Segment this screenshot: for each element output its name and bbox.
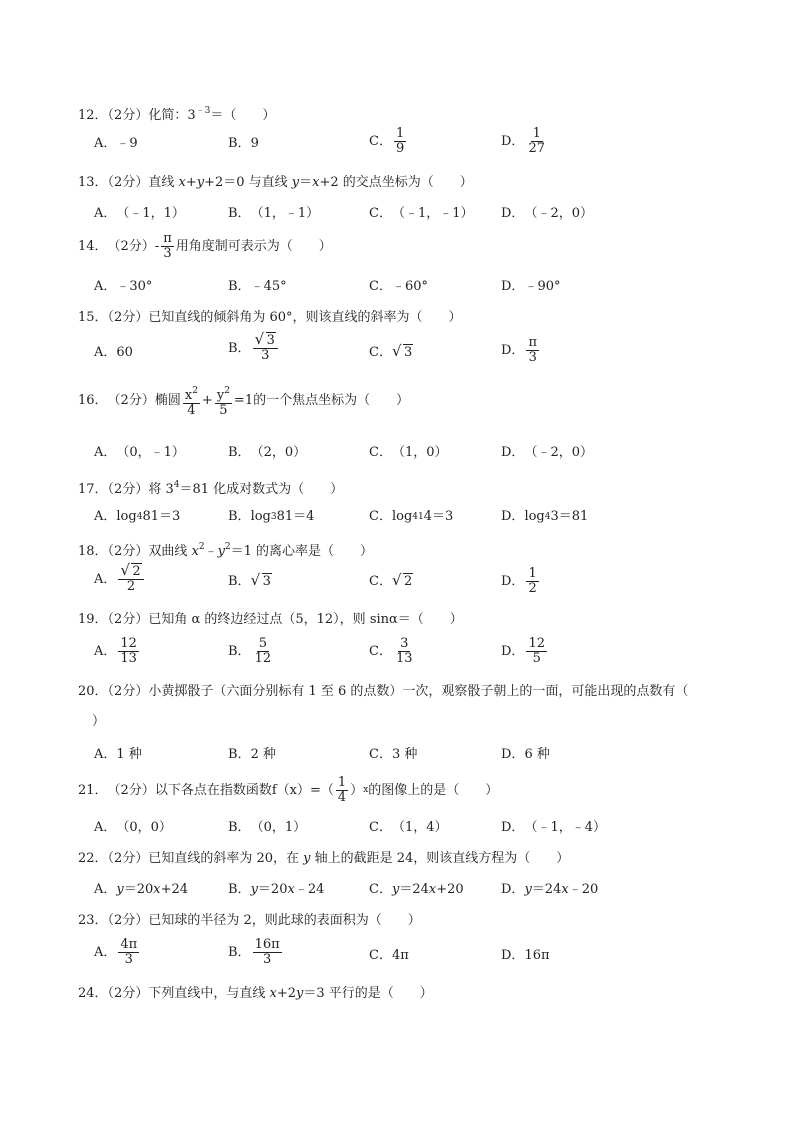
option-b[interactable]: B． （0，1） [228,820,307,835]
option-d[interactable]: D． y ＝24 x ﹣20 [501,882,599,897]
question-number: 18． [78,544,108,559]
option-b[interactable]: B． √ $\frac{3}{3}$ [228,334,280,363]
question-score: （2分） [107,544,149,559]
option-b[interactable]: B． （1，﹣1） [228,206,320,221]
question-18: 18．（2分）双曲线 $x^2﹣y^2=1$ 的离心率是（ ） [78,542,374,559]
fraction: $\frac{5}{12}$ [254,636,272,666]
question-score: （2分） [107,393,155,408]
fraction: $\frac{\pi}{3}$ [528,335,537,365]
question-score: （2分） [107,851,149,866]
fraction: $\frac{12}{5}$ [528,636,545,666]
option-d[interactable]: D． 6 种 [501,747,550,762]
option-d[interactable]: D． log 4 3＝81 [501,509,589,524]
option-c[interactable]: C． （1，4） [369,820,448,835]
question-number: 16． [78,393,108,408]
fraction: $\frac{\pi}{3}$ [163,231,172,261]
question-20: 20．（2分）小黄掷骰子（六面分别标有 1 至 6 的点数）一次，观察骰子朝上的一面，可能出现的点数有（ [78,684,689,699]
option-b[interactable]: B． ﹣45° [228,279,287,294]
fraction: $\frac{4\pi}{3}$ [120,937,138,967]
question-13: 13．（2分）直线 x+y+2＝0 与直线 y＝x+2 的交点坐标为（ ） [78,175,473,190]
fraction: √ $\frac{2}{2}$ [118,565,143,594]
option-a[interactable]: A． ﹣9 [94,134,138,154]
fraction: $\frac{3}{13}$ [395,636,413,666]
question-score: （2分） [107,986,149,1001]
option-b[interactable]: B． log 3 81＝4 [228,509,315,524]
option-b[interactable]: B． 2 种 [228,747,276,762]
option-c[interactable]: C． （﹣1，﹣1） [369,206,474,221]
option-a[interactable]: A． （﹣1，1） [94,206,185,221]
option-c[interactable]: C． ﹣60° [369,279,428,294]
fraction: $\frac{1}{4}$ [337,775,347,805]
option-c[interactable]: C． √ 2 [369,572,413,592]
question-number: 22． [78,851,108,866]
fraction: $\frac{x^2}{4}$ [184,386,198,418]
option-b[interactable]: B． y ＝20 x ﹣24 [228,882,325,897]
option-a[interactable]: A． $\frac{12}{13}$ [94,636,137,666]
option-text: ﹣9 [116,136,138,151]
fraction: $\frac{1}{9}$ [395,126,405,156]
option-b[interactable]: B． √ 3 [228,572,272,592]
sqrt: √ 3 [393,343,413,363]
option-a[interactable]: A． √ $\frac{2}{2}$ [94,565,146,594]
option-d[interactable]: D． 16π [501,948,550,963]
option-d[interactable]: D． ﹣90° [501,279,561,294]
question-stem-end: ＝（ ） [210,108,276,123]
option-b[interactable]: B． $\frac{5}{12}$ [228,636,272,666]
sqrt: √ 3 [252,572,272,592]
question-number: 14． [78,238,108,254]
option-c[interactable]: C． $\frac{1}{9}$ [369,126,405,156]
sqrt: √ 2 [393,572,413,592]
fraction: $\frac{12}{13}$ [120,636,137,666]
question-23: 23．（2分）已知球的半径为 2，则此球的表面积为（ ） [78,913,421,928]
option-c[interactable]: C． log 41 4＝3 [369,509,454,524]
question-score: （2分） [107,238,155,254]
option-c[interactable]: C． 3 种 [369,747,418,762]
option-a[interactable]: A． （0，﹣1） [94,445,185,460]
option-d[interactable]: D． （﹣2，0） [501,445,593,460]
option-c[interactable]: C． y ＝24 x +20 [369,882,464,897]
question-stem: 化简：3 [148,108,196,123]
question-number: 24． [78,986,108,1001]
question-12 [78,101,275,126]
sqrt: √ 2 [121,565,141,579]
question-number: 21． [78,782,108,798]
question-score: （2分） [107,782,155,798]
question-17: 17．（2分）将 $3^4=81$ 化成对数式为（ ） [78,480,344,497]
question-score: （2分） [107,310,149,325]
question-number: 12． [78,108,108,123]
option-b[interactable]: B． 9 [228,134,259,154]
question-number: 17． [78,482,108,497]
option-a[interactable]: A． ﹣30° [94,279,153,294]
option-d[interactable]: D． $\frac{\pi}{3}$ [501,335,537,365]
question-16: 16． （2分） 椭圆 $\frac{x^2}{4}$ + $\frac{y^2}{5}$ =1的一个焦点坐标为（ ） [78,386,410,418]
question-score: （2分） [107,612,149,627]
question-15: 15．（2分）已知直线的倾斜角为 60°，则该直线的斜率为（ ） [78,310,462,325]
option-d[interactable]: D． $\frac{1}{2}$ [501,566,537,596]
question-number: 20． [78,684,108,699]
option-d[interactable]: D． $\frac{12}{5}$ [501,636,545,666]
question-20-continued: ） [92,714,106,729]
fraction: √ $\frac{3}{3}$ [253,334,278,363]
question-number: 23． [78,913,108,928]
question-score: （2分） [107,913,149,928]
option-c[interactable]: C． 4π [369,948,409,963]
exponent: ﹣3 [195,106,211,116]
option-a[interactable]: A． log 4 81＝3 [94,509,181,524]
option-a[interactable]: A． 1 种 [94,747,142,762]
question-number: 19． [78,612,108,627]
fraction: $\frac{1}{27}$ [528,126,545,156]
option-a[interactable]: A． y ＝20 x +24 [94,882,189,897]
sqrt: √ 3 [256,334,276,348]
question-14: 14． （2分） - $\frac{\pi}{3}$ 用角度制可表示为（ ） [78,231,332,261]
option-a[interactable]: A． 60 [94,345,133,360]
question-score: （2分） [107,175,149,190]
fraction: $\frac{y^2}{5}$ [216,386,230,418]
option-c[interactable]: C． $\frac{3}{13}$ [369,636,413,666]
option-c[interactable]: C． （1，0） [369,445,448,460]
question-score: （2分） [107,482,149,497]
question-number: 13． [78,175,108,190]
fraction: $\frac{1}{2}$ [528,566,537,596]
question-21: 21． （2分） 以下各点在指数函数 f（x）=（ $\frac{1}{4}$ ） x 的图像上的是（ ） [78,775,499,805]
option-a[interactable]: A． （0，0） [94,820,172,835]
option-a[interactable]: A． $\frac{4\pi}{3}$ [94,937,138,967]
option-b[interactable]: B． $\frac{16\pi}{3}$ [228,937,280,967]
question-number: 15． [78,310,108,325]
question-22: 22．（2分）已知直线的斜率为 20，在 y 轴上的截距是 24，则该直线方程为（ ） [78,851,570,866]
option-d[interactable]: D． （﹣1，﹣4） [501,820,606,835]
question-24: 24．（2分）下列直线中，与直线 x+2y＝3 平行的是（ ） [78,986,433,1001]
option-d[interactable]: D． （﹣2，0） [501,206,593,221]
question-19: 19．（2分）已知角 α 的终边经过点（5，12），则 sinα＝（ ） [78,612,463,627]
fraction: $\frac{16\pi}{3}$ [254,937,280,967]
question-score: （2分） [107,684,149,699]
option-text: 9 [250,136,259,151]
option-d[interactable]: D． $\frac{1}{27}$ [501,126,545,156]
option-b[interactable]: B． （2，0） [228,445,307,460]
option-c[interactable]: C． √ 3 [369,343,413,363]
question-score: （2分） [107,108,149,123]
